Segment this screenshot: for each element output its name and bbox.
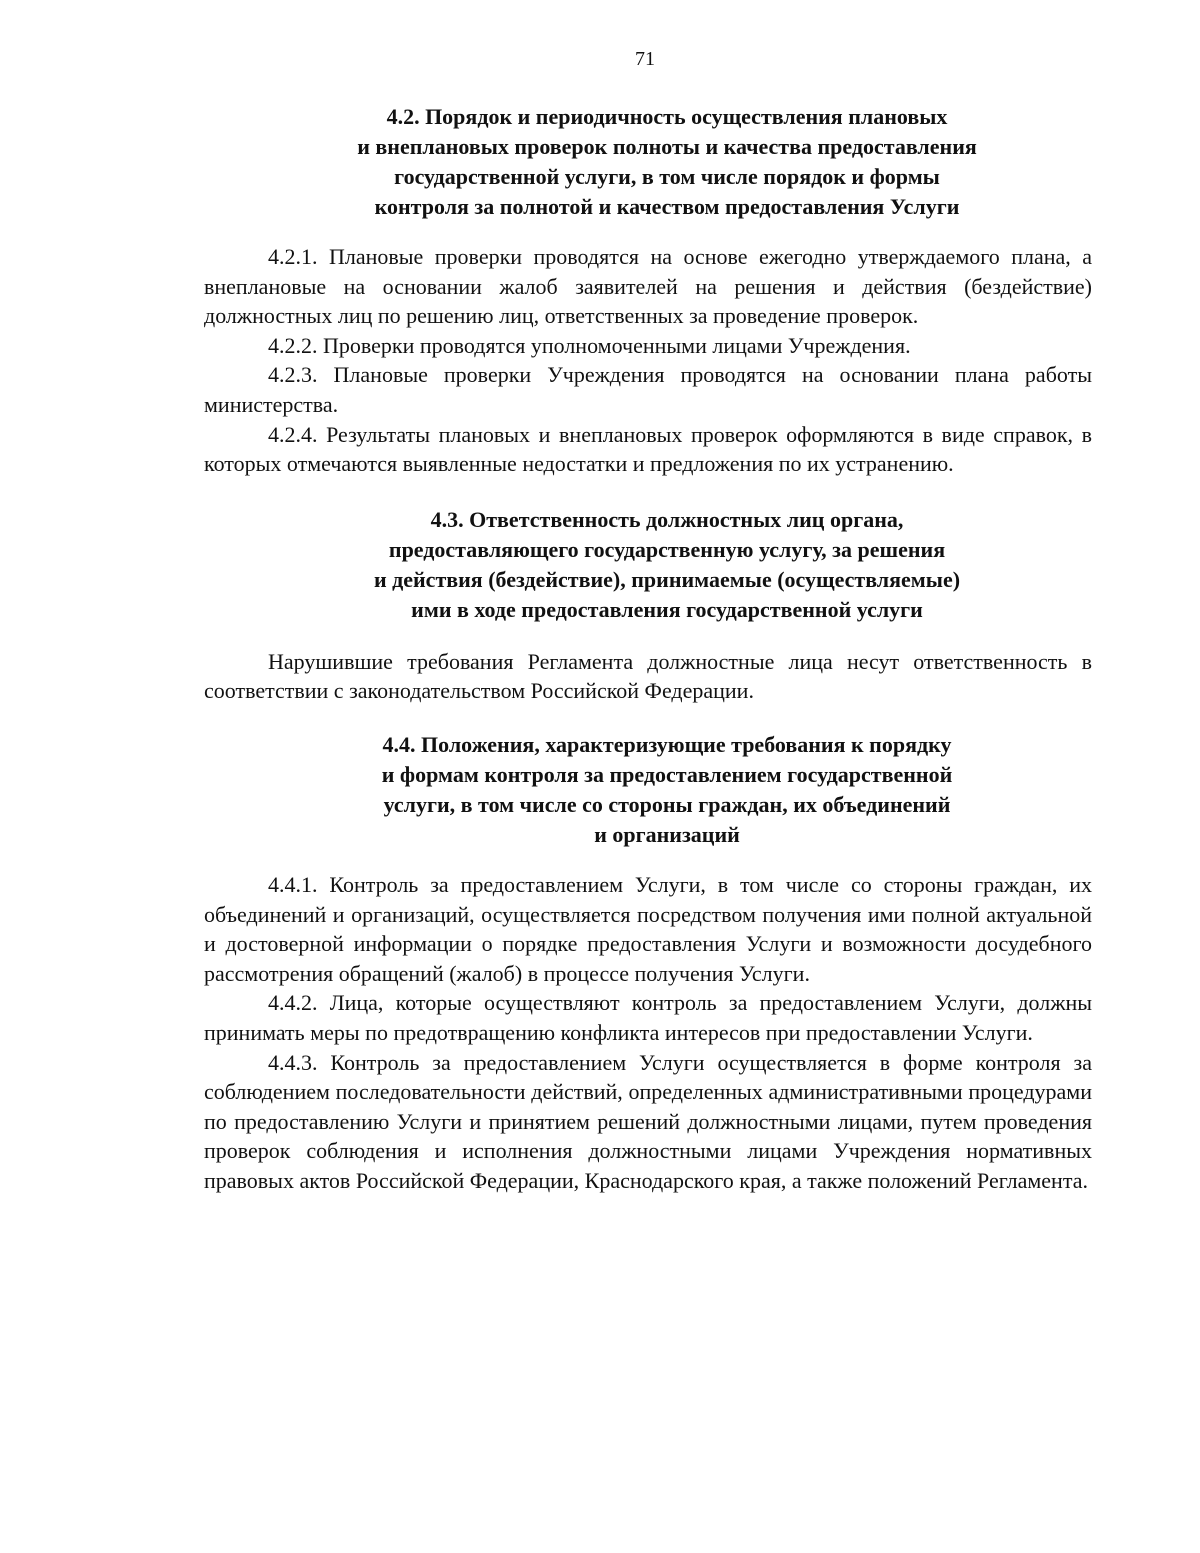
heading-line: контроля за полнотой и качеством предоставления Услуги — [374, 194, 960, 219]
document-body — [204, 102, 1092, 1195]
heading-line: и формам контроля за предоставлением государственной — [381, 761, 953, 787]
heading-line: 4.2. Порядок и периодичность осуществления плановых — [386, 104, 948, 129]
paragraph-4-2-2: 4.2.2. Проверки проводятся уполномоченными лицами Учреждения. — [268, 332, 911, 358]
section-heading-4-4 — [204, 730, 1092, 850]
heading-line: предоставляющего государственную услугу, за решения — [388, 536, 946, 562]
heading-line: и организаций — [594, 821, 740, 847]
paragraph-4-2-4: 4.2.4. Результаты плановых и внеплановых проверок оформляются в виде справок, в которых отмечаются выявленные недостатки и предложения по их устранению. — [204, 421, 1092, 477]
heading-line: и внеплановых проверок полноты и качества предоставления — [357, 134, 977, 159]
paragraph-4-4-2: 4.4.2. Лица, которые осуществляют контроль за предоставлением Услуги, должны принимать меры по предотвращению конфликта интересов при предоставлении Услуги. — [204, 990, 1092, 1045]
paragraph-4-2-3: 4.2.3. Плановые проверки Учреждения проводятся на основании плана работы министерства. — [204, 362, 1092, 417]
section-heading-4-2 — [204, 102, 1092, 222]
section-heading-4-3 — [204, 505, 1092, 625]
paragraph-4-4-3: 4.4.3. Контроль за предоставлением Услуги осуществляется в форме контроля за соблюдением последовательности действий, определенных административными процедурами по предоставлению Услуги и принятием решений должностными лицами, путем проведения проверок соблюдения и исполнения должностными лицами Учреждения нормативных правовых актов Российской Федерации, Краснодарского края, а также положений Регламента. — [204, 1049, 1092, 1193]
heading-line: ими в ходе предоставления государственной услуги — [411, 596, 923, 622]
heading-line: государственной услуги, в том числе порядок и формы — [394, 164, 940, 189]
paragraph-4-2-1: 4.2.1. Плановые проверки проводятся на основе ежегодно утверждаемого плана, а внеплановые на основании жалоб заявителей на решения и действия (бездействие) должностных лиц по решению лиц, ответственных за проведение проверок. — [204, 244, 1092, 329]
paragraph-4-4-1: 4.4.1. Контроль за предоставлением Услуги, в том числе со стороны граждан, их объединений и организаций, осуществляется посредством получения ими полной актуальной и достоверной информации о порядке предоставления Услуги и возможности досудебного рассмотрения обращений (жалоб) в процессе получения Услуги. — [204, 871, 1092, 986]
page-number: 71 — [635, 48, 655, 70]
heading-line: 4.3. Ответственность должностных лиц органа, — [430, 506, 904, 532]
heading-line: услуги, в том числе со стороны граждан, их объединений — [383, 791, 951, 817]
paragraph-4-3: Нарушившие требования Регламента должностные лица несут ответственность в соответствии с законодательством Российской Федерации. — [204, 648, 1092, 704]
heading-line: и действия (бездействие), принимаемые (осуществляемые) — [373, 566, 961, 592]
heading-line: 4.4. Положения, характеризующие требования к порядку — [382, 731, 952, 757]
